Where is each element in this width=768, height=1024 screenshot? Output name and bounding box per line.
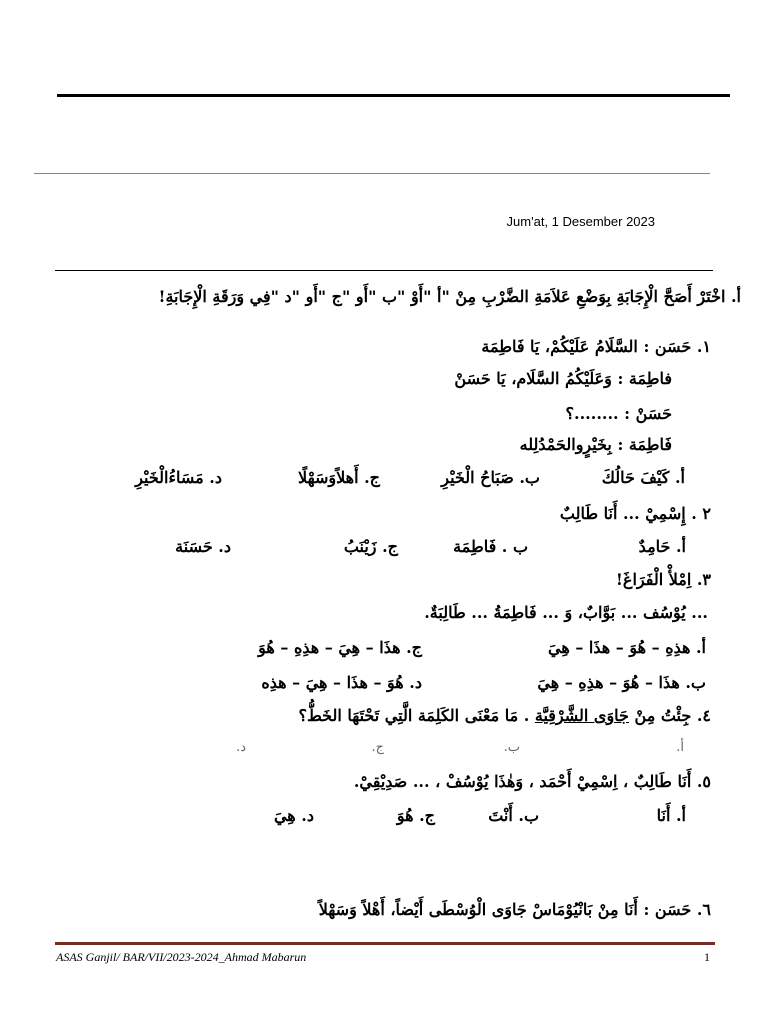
q2-option-b: ب . فَاطِمَة xyxy=(453,537,528,556)
q1-option-a: أ. كَيْفَ حَالُكَ xyxy=(601,468,685,487)
q3-option-c: ج. هذَا – هِيَ – هذِهِ – هُوَ xyxy=(258,638,422,657)
q3-line-2: ... يُوْسُف ... بَوَّابٌ، وَ ... فَاطِمَةُ ... طَالِبَةٌ. xyxy=(424,603,708,622)
q5-option-d: د. هِيَ xyxy=(273,806,314,825)
q1-option-c: ج. أَهلاًوَسَهْلًا xyxy=(298,468,380,487)
q1-line-2: فاطِمَة : وَعَلَيْكُمُ السَّلَام، يَا حَسَنْ xyxy=(454,369,672,388)
q1-line-4: فَاطِمَة : بِخَيْرٍوالحَمْدُلِله xyxy=(519,435,672,454)
instruction-text: أ. اخْتَرْ أَصَحَّ الْإِجَابَةِ بِوَضْعِ عَلاَمَةِ الضَّرْبِ مِنْ "أ "أَوْ "ب "أَو "ج "أَو "د "فِي وَرَقَةِ الْإِجَابَةِ! xyxy=(158,287,741,306)
q4-prefix: ٤. جِئْتُ مِنْ xyxy=(628,706,711,725)
q3-line-1: ٣. اِمْلأْ الْفَرَاغَ! xyxy=(615,570,711,589)
page-number: 1 xyxy=(704,950,710,964)
q1-line-3: حَسَنْ : ........؟ xyxy=(565,404,672,423)
exam-date: Jum'at, 1 Desember 2023 xyxy=(506,214,655,229)
top-rule xyxy=(57,94,730,97)
q4-suffix: . مَا مَعْنَى الكَلِمَة الَّتِي تَحْتَهَا الخَطُّ؟ xyxy=(298,706,535,725)
header-blue-rule xyxy=(34,173,710,174)
q1-line-1: ١. حَسَن : السَّلَامُ عَلَيْكُمْ، يَا فَاطِمَة xyxy=(481,337,711,356)
q5-line-1: ٥. أَنَا طَالِبٌ ، اِسْمِيْ أَحْمَد ، وَهٰذَا يُوْسُفْ ، ... صَدِيْقِيْ. xyxy=(353,772,711,791)
q5-option-a: أ. أَنَا xyxy=(656,806,686,825)
q1-option-b: ب. صَبَاحُ الْخَيْرِ xyxy=(441,468,540,487)
q4-option-a: أ. xyxy=(676,740,684,755)
q4-underlined-phrase: جَاوَى الشَّرْقِيَّة xyxy=(534,706,629,725)
section-rule xyxy=(55,270,713,271)
q4-option-d: د. xyxy=(236,740,246,755)
q6-line-1: ٦. حَسَن : أَنَا مِنْ بَانْيُوْمَاسْ جَاوَى الْوُسْطَى أَيْضاً، أَهْلاً وَسَهْلاً xyxy=(318,900,711,919)
q4-option-b: ب. xyxy=(503,740,520,755)
q4-option-c: ج. xyxy=(371,740,384,755)
q3-option-b: ب. هذَا – هُوَ – هذِهِ – هِيَ xyxy=(537,673,706,692)
q2-option-a: أ. حَامِدٌ xyxy=(638,537,686,556)
q3-option-d: د. هُوَ – هذَا – هِيَ – هذِه xyxy=(261,673,422,692)
q1-option-d: د. مَسَاءُالْخَيْرِ xyxy=(135,468,222,487)
q2-option-d: د. حَسَنَة xyxy=(175,537,231,556)
footer-course-code: ASAS Ganjil/ BAR/VII/2023-2024_Ahmad Mabarun xyxy=(56,950,307,964)
q5-option-b: ب. أَنْتَ xyxy=(488,806,539,825)
q2-option-c: ج. زَيْنَبُ xyxy=(343,537,398,556)
q5-option-c: ج. هُوَ xyxy=(396,806,435,825)
q4-line-1 xyxy=(298,706,711,725)
q3-option-a: أ. هذِهِ – هُوَ – هذَا – هِيَ xyxy=(548,638,706,657)
q2-line-1: ٢ . إِسْمِيْ ... أَنَا طَالِبٌ xyxy=(559,504,711,523)
footer-rule xyxy=(55,942,715,945)
